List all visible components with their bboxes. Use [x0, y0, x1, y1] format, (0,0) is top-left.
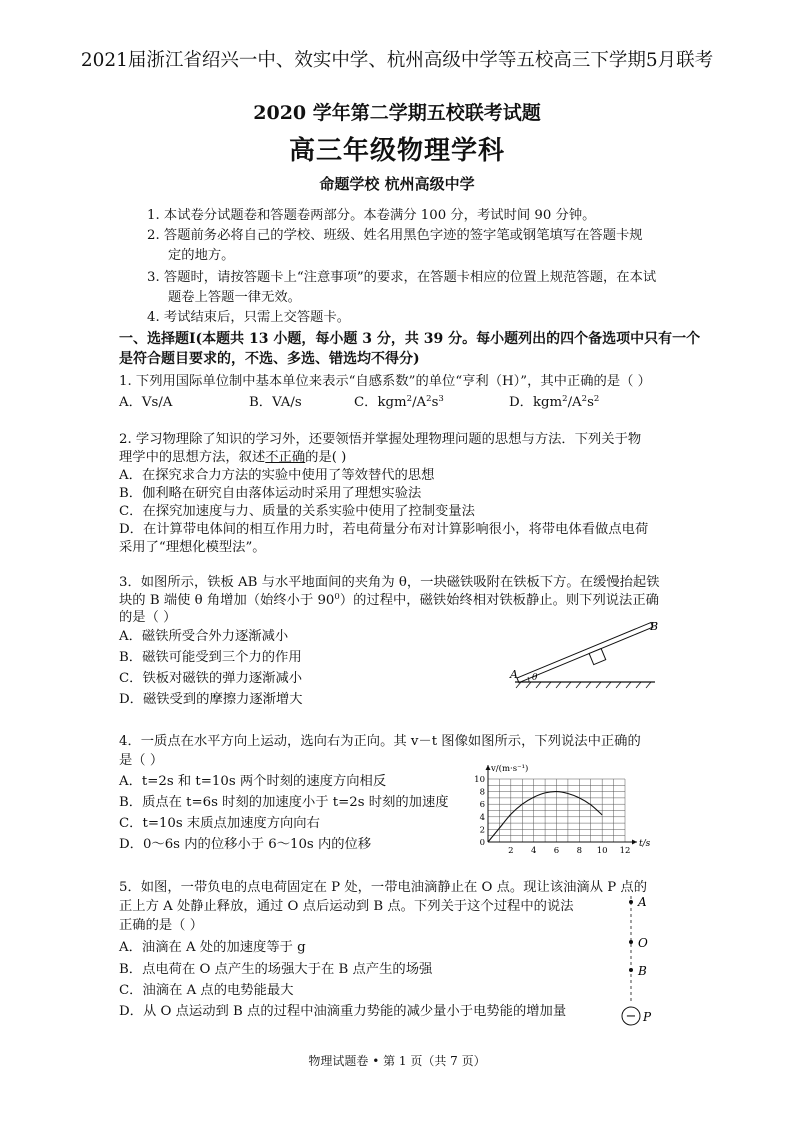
exam-title: 2020 学年第二学期五校联考试题 [253, 102, 541, 124]
label-theta: θ [532, 673, 538, 683]
question-4-option-a: A．t=2s 和 t=10s 两个时刻的速度方向相反 [119, 774, 387, 789]
x-tick-label: 4 [530, 846, 537, 856]
iron-plate-figure [505, 615, 670, 693]
question-3-stem-end: 的是（ ） [119, 610, 177, 625]
vt-ticks [474, 775, 630, 856]
vt-y-axis-label: v/(m·s⁻¹) [491, 764, 529, 774]
question-4-option-b: B．质点在 t=6s 时刻的加速度小于 t=2s 时刻的加速度 [119, 795, 449, 810]
charge-sign: − [625, 1009, 637, 1024]
question-3-stem-cont: 块的 B 端使 θ 角增加（始终小于 $90^0$）的过程中，磁铁始终相对铁板静止。则下列说法正确 [119, 592, 659, 608]
label-o: O [638, 936, 648, 950]
question-5-stem-end: 正确的是（ ） [119, 918, 204, 933]
label-a: A [510, 668, 518, 681]
vt-grid [488, 779, 625, 842]
question-4-option-d: D．0～6s 内的位移小于 6～10s 内的位移 [119, 837, 372, 852]
question-5-option-a: A．油滴在 A 处的加速度等于 g [119, 940, 306, 955]
question-2-stem: 2. 学习物理除了知识的学习外，还要领悟并掌握处理物理问题的思想与方法．下列关于物 [119, 432, 642, 447]
question-5-stem: 5．如图，一带负电的点电荷固定在 P 处，一带电油滴静止在 O 点。现让该油滴从 P 点的 [119, 880, 648, 895]
instruction-4: 4. 考试结束后，只需上交答题卡。 [147, 310, 351, 325]
vt-chart [472, 758, 662, 861]
question-2-option-c: C．在探究加速度与力、质量的关系实验中使用了控制变量法 [119, 504, 475, 519]
label-b: B [638, 964, 647, 978]
question-1-stem: 1. 下列用国际单位制中基本单位来表示“自感系数”的单位“亨利（H）”，其中正确的是（ ） [119, 374, 651, 389]
instruction-1: 1. 本试卷分试题卷和答题卷两部分。本卷满分 100 分，考试时间 90 分钟。 [147, 208, 596, 223]
charge-figure [618, 890, 663, 1030]
question-4-option-c: C．t=10s 末质点加速度方向向右 [119, 816, 320, 831]
y-tick-label: 0 [479, 838, 485, 848]
question-2-option-d-cont: 采用了“理想化模型法”。 [119, 540, 266, 555]
label-b: B [650, 620, 659, 633]
question-1-option-a: A．Vs/A [119, 395, 173, 410]
section-heading: 一、选择题Ⅰ(本题共 13 小题，每小题 3 分，共 39 分。每小题列出的四个备选项中只有一个 [119, 331, 701, 347]
point-a [629, 900, 633, 904]
question-3-option-d: D．磁铁受到的摩擦力逐渐增大 [119, 692, 303, 707]
question-3-option-c: C．铁板对磁铁的弹力逐渐减小 [119, 671, 303, 686]
instruction-2: 2. 答题前务必将自己的学校、班级、姓名用黑色字迹的签字笔或钢笔填写在答题卡规 [147, 228, 643, 243]
question-1-option-d: D．$kgm^2/A^2s^2$ [509, 394, 600, 410]
subject-title: 高三年级物理学科 [288, 136, 505, 166]
vt-x-axis-label: t/s [639, 839, 651, 849]
instruction-3-cont: 题卷上答题一律无效。 [168, 290, 301, 305]
x-tick-label: 10 [596, 846, 608, 856]
question-3-option-a: A．磁铁所受合外力逐渐减小 [119, 629, 289, 644]
y-tick-label: 10 [474, 775, 485, 785]
question-3-stem: 3．如图所示，铁板 AB 与水平地面间的夹角为 θ，一块磁铁吸附在铁板下方。在缓慢抬起铁 [119, 575, 660, 590]
y-tick-label: 6 [479, 800, 485, 811]
question-4-stem: 4．一质点在水平方向上运动，选向右为正向。其 v－t 图像如图所示，下列说法中正确的 [119, 734, 641, 749]
label-p: P [643, 1010, 652, 1024]
vt-axes [486, 765, 638, 845]
question-2-stem-cont: 理学中的思想方法，叙述不正确的是( ) [119, 450, 347, 465]
point-o [629, 940, 633, 944]
y-tick-label: 4 [479, 812, 485, 823]
x-tick-label: 8 [576, 846, 583, 856]
x-tick-label: 12 [619, 846, 631, 856]
question-2-option-b: B．伽利略在研究自由落体运动时采用了理想实验法 [119, 486, 422, 501]
page-footer: 物理试题卷 • 第 1 页（共 7 页） [308, 1054, 486, 1068]
question-1-option-b: B．VA/s [249, 395, 302, 410]
question-2-option-a: A．在探究求合力方法的实验中使用了等效替代的思想 [119, 468, 435, 483]
instruction-2-cont: 定的地方。 [168, 248, 235, 263]
x-tick-label: 2 [508, 846, 514, 856]
y-tick-label: 8 [479, 787, 485, 798]
x-axis-arrow [632, 840, 637, 845]
setter-school: 命题学校 杭州高级中学 [319, 175, 475, 193]
instruction-3: 3. 答题时，请按答题卡上“注意事项”的要求，在答题卡相应的位置上规范答题，在本试 [147, 270, 657, 285]
question-4-stem-cont: 是（ ） [119, 753, 164, 768]
question-5-option-d: D．从 O 点运动到 B 点的过程中油滴重力势能的减少量小于电势能的增加量 [119, 1004, 567, 1019]
exam-header: 2021届浙江省绍兴一中、效实中学、杭州高级中学等五校高三下学期5月联考 [80, 50, 714, 71]
label-a: A [638, 895, 647, 909]
y-tick-label: 2 [479, 825, 485, 836]
y-axis-arrow [486, 765, 491, 770]
question-2-option-d: D．在计算带电体间的相互作用力时，若电荷量分布对计算影响很小，将带电体看做点电荷 [119, 522, 649, 537]
point-b [629, 968, 633, 972]
question-5-stem-cont: 正上方 A 处静止释放，通过 O 点后运动到 B 点。下列关于这个过程中的说法 [119, 899, 574, 914]
x-tick-label: 6 [553, 846, 560, 856]
question-1-option-c: C．$kgm^2/A^2s^3$ [354, 394, 444, 410]
question-5-option-b: B．点电荷在 O 点产生的场强大于在 B 点产生的场强 [119, 962, 433, 977]
question-3-option-b: B．磁铁可能受到三个力的作用 [119, 650, 302, 665]
question-5-option-c: C．油滴在 A 点的电势能最大 [119, 983, 294, 998]
section-heading-cont: 是符合题目要求的，不选、多选、错选均不得分) [119, 351, 420, 367]
